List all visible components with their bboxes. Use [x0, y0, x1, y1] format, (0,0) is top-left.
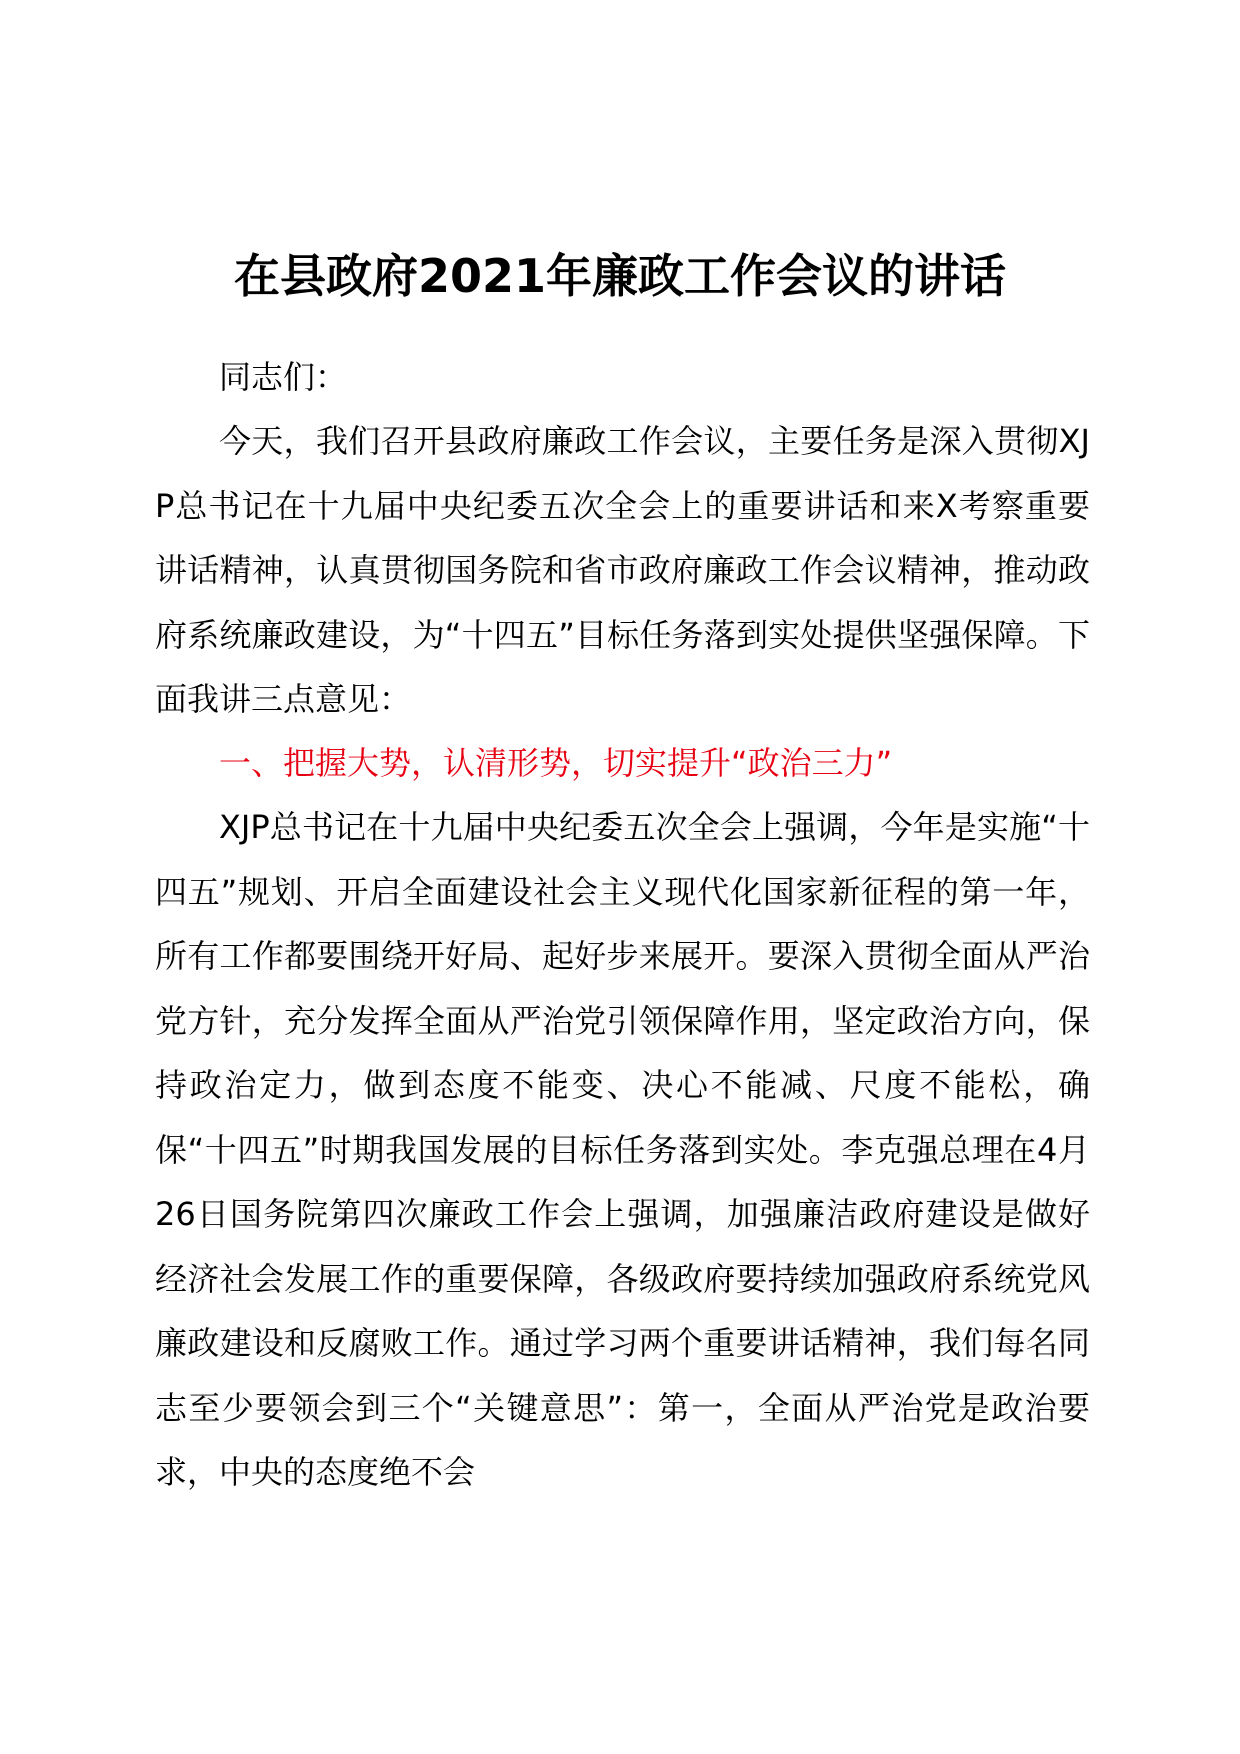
paragraph-2: XJP总书记在十九届中央纪委五次全会上强调，今年是实施“十四五”规划、开启全面建设社会主义现代化国家新征程的第一年，所有工作都要围绕开好局、起好步来展开。要深入贯彻全面从严治党方针，充分发挥全面从严治党引领保障作用，坚定政治方向，保持政治定力，做到态度不能变、决心不能减、尺度不能松，确保“十四五”时期我国发展的目标任务落到实处。李克强总理在4月26日国务院第四次廉政工作会上强调，加强廉洁政府建设是做好经济社会发展工作的重要保障，各级政府要持续加强政府系统党风廉政建设和反腐败工作。通过学习两个重要讲话精神，我们每名同志至少要领会到三个“关键意思”：第一，全面从严治党是政治要求，中央的态度绝不会: [155, 808, 1090, 1491]
section-heading-1: 一、把握大势，认清形势，切实提升“政治三力”: [219, 744, 893, 782]
salutation: 同志们：: [219, 358, 348, 396]
document-title: 在县政府2021年廉政工作会议的讲话: [233, 249, 1007, 303]
paragraph-1: 今天，我们召开县政府廉政工作会议，主要任务是深入贯彻XJP总书记在十九届中央纪委五次全会上的重要讲话和来X考察重要讲话精神，认真贯彻国务院和省市政府廉政工作会议精神，推动政府系统廉政建设，为“十四五”目标任务落到实处提供坚强保障。下面我讲三点意见：: [155, 422, 1090, 718]
